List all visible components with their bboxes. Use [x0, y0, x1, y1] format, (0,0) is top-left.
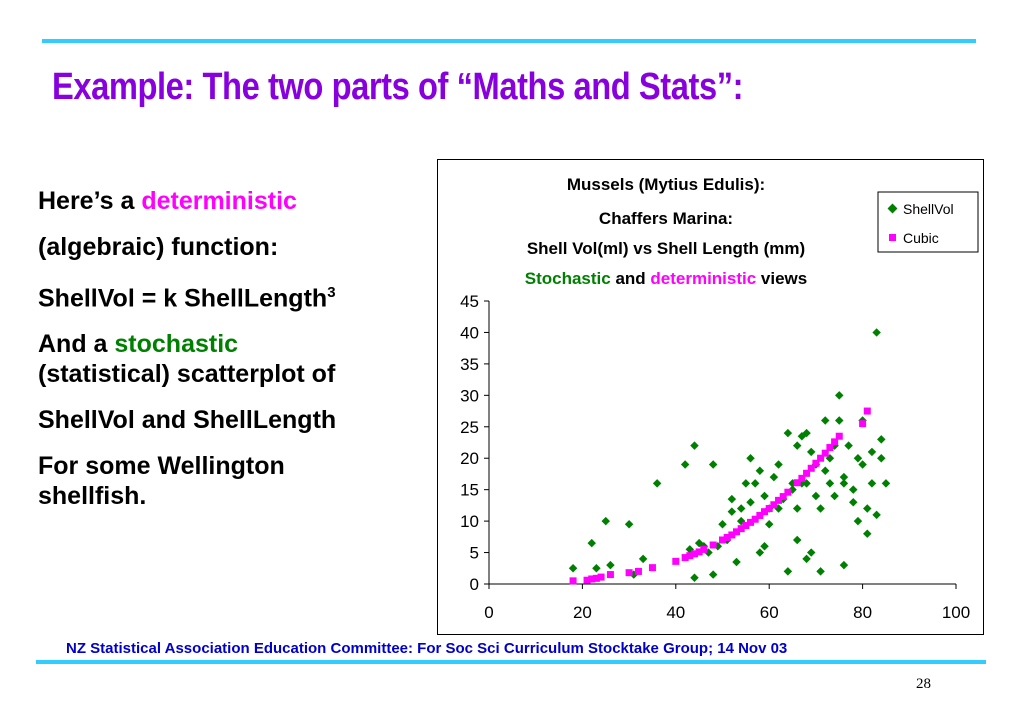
shellvol-point — [844, 441, 852, 449]
body-line-1 — [38, 186, 438, 216]
footer-rule — [36, 660, 986, 664]
shellvol-point — [849, 485, 857, 493]
shellvol-point — [802, 555, 810, 563]
shellvol-point — [770, 473, 778, 481]
stochastic-highlight: stochastic — [114, 330, 239, 359]
cubic-point — [784, 489, 791, 496]
y-tick-label: 15 — [460, 480, 479, 500]
chart-title-line-3: Shell Vol(ml) vs Shell Length (mm) — [526, 239, 806, 258]
x-tick-label: 0 — [484, 603, 494, 622]
subtitle-and: and — [610, 269, 651, 288]
shellvol-point — [728, 495, 736, 503]
chart-title-line-2: Chaffers Marina: — [598, 209, 734, 228]
shellvol-point — [765, 520, 773, 528]
body-line-4 — [38, 329, 438, 359]
shellvol-point — [882, 479, 890, 487]
legend-square-icon — [889, 234, 896, 241]
shellvol-point — [653, 479, 661, 487]
shellvol-point — [784, 567, 792, 575]
body-line-4-prefix: And a — [38, 330, 115, 359]
shellvol-point — [821, 416, 829, 424]
shellvol-point — [709, 570, 717, 578]
chart-title-line-1: Mussels (Mytius Edulis): — [566, 175, 766, 194]
shellvol-point — [746, 454, 754, 462]
y-tick-label: 25 — [460, 417, 479, 437]
shellvol-point — [793, 536, 801, 544]
shellvol-point — [606, 561, 614, 569]
shellvol-point — [690, 441, 698, 449]
shellvol-point — [742, 479, 750, 487]
deterministic-highlight: deterministic — [141, 187, 297, 215]
slide-title: Example: The two parts of “Maths and Stats”: — [52, 66, 744, 108]
footer-credit: NZ Statistical Association Education Committee: For Soc Sci Curriculum Stocktake Group; 14 Nov 03 — [66, 640, 788, 657]
shellvol-point — [737, 504, 745, 512]
shellvol-point — [872, 328, 880, 336]
y-tick-label: 5 — [469, 543, 479, 563]
shellvol-point — [756, 467, 764, 475]
cubic-point — [626, 569, 633, 576]
body-line-5: (statistical) scatterplot of — [38, 360, 336, 389]
cubic-point — [859, 420, 866, 427]
shellvol-point — [868, 479, 876, 487]
x-tick-label: 60 — [759, 603, 779, 622]
shellvol-point — [854, 517, 862, 525]
chart-frame — [437, 159, 984, 635]
cubic-point — [607, 571, 614, 578]
x-tick-label: 80 — [853, 603, 873, 622]
y-tick-label: 0 — [469, 575, 479, 594]
shellvol-point — [854, 454, 862, 462]
shellvol-point — [835, 416, 843, 424]
body-line-7: For some Wellington — [38, 452, 285, 481]
shellvol-point — [872, 511, 880, 519]
cubic-point — [710, 542, 717, 549]
shellvol-point — [718, 520, 726, 528]
chart-points — [569, 328, 890, 584]
shellvol-point — [774, 460, 782, 468]
y-tick-label: 30 — [460, 386, 479, 406]
subtitle-views: views — [756, 269, 808, 288]
shellvol-point — [816, 567, 824, 575]
shellvol-point — [709, 460, 717, 468]
scatter-chart — [438, 160, 983, 634]
shellvol-point — [807, 448, 815, 456]
body-line-1-prefix: Here’s a — [38, 187, 142, 215]
shellvol-point — [728, 507, 736, 515]
shellvol-point — [732, 558, 740, 566]
shellvol-point — [863, 529, 871, 537]
shellvol-point — [840, 561, 848, 569]
shellvol-point — [849, 498, 857, 506]
subtitle-stochastic: Stochastic — [524, 269, 611, 288]
subtitle-deterministic: deterministic — [650, 269, 757, 288]
x-tick-label: 100 — [941, 603, 971, 622]
shellvol-point — [690, 573, 698, 581]
body-line-6: ShellVol and ShellLength — [38, 406, 337, 435]
y-tick-label: 10 — [460, 512, 479, 532]
shellvol-point — [756, 548, 764, 556]
shellvol-point — [784, 429, 792, 437]
cubic-point — [570, 577, 577, 584]
shellvol-point — [681, 460, 689, 468]
page-number: 28 — [916, 676, 931, 692]
shellvol-point — [835, 391, 843, 399]
cubic-point — [836, 433, 843, 440]
shellvol-point — [877, 435, 885, 443]
body-line-3-superscript: 3 — [327, 284, 336, 301]
shellvol-point — [793, 504, 801, 512]
legend-label-shellvol: ShellVol — [903, 201, 954, 217]
shellvol-point — [877, 454, 885, 462]
shellvol-point — [812, 492, 820, 500]
body-line-8: shellfish. — [38, 482, 147, 511]
shellvol-point — [760, 492, 768, 500]
shellvol-point — [807, 548, 815, 556]
x-tick-label: 20 — [572, 603, 592, 622]
cubic-point — [864, 408, 871, 415]
shellvol-point — [746, 498, 754, 506]
shellvol-point — [826, 479, 834, 487]
body-line-3-text: ShellVol = k ShellLength — [38, 284, 328, 313]
shellvol-point — [639, 555, 647, 563]
shellvol-point — [840, 473, 848, 481]
shellvol-point — [821, 467, 829, 475]
shellvol-point — [858, 460, 866, 468]
cubic-point — [700, 546, 707, 553]
body-line-2: (algebraic) function: — [38, 233, 279, 261]
x-tick-label: 40 — [666, 603, 686, 622]
y-tick-label: 20 — [460, 449, 479, 469]
shellvol-point — [569, 564, 577, 572]
shellvol-point — [751, 479, 759, 487]
cubic-point — [649, 564, 656, 571]
y-tick-label: 45 — [460, 292, 479, 311]
shellvol-point — [816, 504, 824, 512]
shellvol-point — [793, 441, 801, 449]
shellvol-point — [592, 564, 600, 572]
shellvol-point — [625, 520, 633, 528]
shellvol-point — [760, 542, 768, 550]
y-tick-label: 40 — [460, 323, 479, 343]
body-line-3 — [38, 278, 438, 313]
chart-subtitle — [525, 269, 808, 288]
cubic-point — [635, 568, 642, 575]
top-rule — [42, 39, 976, 43]
shellvol-point — [587, 539, 595, 547]
shellvol-point — [830, 492, 838, 500]
legend — [878, 192, 978, 252]
body-text — [38, 186, 438, 511]
cubic-point — [672, 558, 679, 565]
shellvol-point — [868, 448, 876, 456]
cubic-point — [598, 574, 605, 581]
legend-label-cubic: Cubic — [903, 230, 939, 246]
y-tick-label: 35 — [460, 354, 479, 374]
shellvol-point — [863, 504, 871, 512]
shellvol-point — [602, 517, 610, 525]
